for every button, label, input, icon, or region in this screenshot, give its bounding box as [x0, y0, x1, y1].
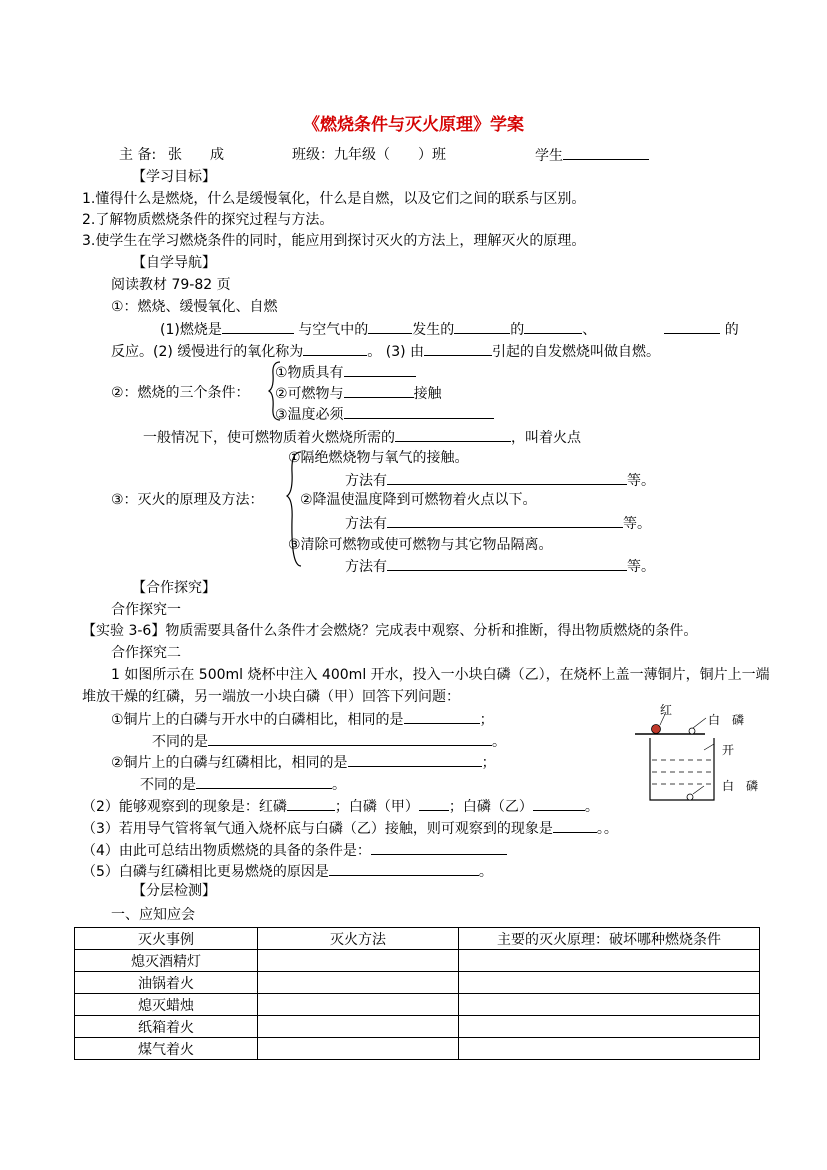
cond-3: ③温度必须 — [275, 404, 494, 425]
table-header: 灭火方法 — [258, 928, 459, 950]
cond-2: ②可燃物与 接触 — [275, 383, 442, 404]
blank[interactable] — [329, 861, 479, 876]
table-cell[interactable] — [459, 1016, 760, 1038]
blank[interactable] — [419, 796, 449, 811]
table-row: 熄灭蜡烛 — [75, 994, 760, 1016]
table-cell[interactable] — [258, 950, 459, 972]
q2-title: ②：燃烧的三个条件： — [111, 385, 250, 401]
q-b3: （3）若用导气管将氧气通入烧杯底与白磷（乙）接触，则可观察到的现象是 。。 — [82, 818, 618, 839]
q-b4: （4）由此可总结出物质燃烧的具备的条件是： — [82, 840, 507, 861]
table-cell[interactable] — [459, 950, 760, 972]
blank[interactable] — [208, 731, 492, 746]
red-phosphorus — [652, 725, 661, 734]
q1-line2: 反应。(2) 缓慢进行的氧化称为 。 (3) 由 引起的自发燃烧叫做自燃。 — [111, 341, 660, 362]
q-a4: 不同的是 。 — [140, 774, 346, 795]
author-label: 主 备: — [119, 147, 157, 163]
method-1-line: 方法有 等。 — [345, 470, 655, 491]
table-cell[interactable] — [258, 1038, 459, 1060]
fire-table — [74, 927, 760, 1060]
q-a3: ②铜片上的白磷与红磷相比，相同的是 ； — [111, 752, 496, 773]
table-cell[interactable] — [459, 972, 760, 994]
para-2: 堆放干燥的红磷，另一端放一小块白磷（甲）回答下列问题： — [82, 689, 460, 705]
goal-2: 2.了解物质燃烧条件的探究过程与方法。 — [82, 212, 334, 228]
fig-label-hot: 开 — [722, 743, 735, 757]
blank[interactable] — [533, 796, 585, 811]
goal-1: 1.懂得什么是燃烧，什么是缓慢氧化，什么是自燃，以及它们之间的联系与区别。 — [82, 191, 586, 207]
read-pages: 阅读教材 79-82 页 — [111, 277, 231, 293]
blank[interactable] — [371, 840, 507, 855]
section-test: 【分层检测】 — [132, 883, 216, 899]
blank[interactable] — [348, 752, 482, 767]
experiment: 【实验 3-6】物质需要具备什么条件才会燃烧？完成表中观察、分析和推断，得出物质燃烧的条件。 — [82, 623, 698, 639]
blank[interactable] — [196, 774, 332, 789]
blank[interactable] — [303, 341, 367, 356]
table-header-row — [75, 928, 760, 950]
blank[interactable] — [344, 404, 494, 419]
method-2-line: 方法有 等。 — [345, 513, 651, 534]
q1-title: ①：燃烧、缓慢氧化、自燃 — [111, 299, 278, 315]
para-1: 1 如图所示在 500ml 烧杯中注入 400ml 开水，投入一小块白磷（乙），在烧杯上盖一薄铜片，铜片上一端 — [111, 667, 770, 683]
table-row: 煤气着火 — [75, 1038, 760, 1060]
test-sub: 一、应知应会 — [111, 907, 195, 923]
fig-label-red: 红 — [660, 703, 673, 717]
fig-label-white2: 白 磷 — [722, 779, 759, 793]
coop-one: 合作探究一 — [111, 602, 181, 618]
table-cell[interactable] — [258, 1016, 459, 1038]
table-row: 油锅着火 — [75, 972, 760, 994]
section-coop: 【合作探究】 — [132, 580, 216, 596]
table-header: 灭火事例 — [75, 928, 258, 950]
blank[interactable] — [344, 383, 414, 398]
q-b2: （2）能够观察到的现象是：红磷 ；白磷（甲） ；白磷（乙） 。 — [82, 796, 599, 817]
section-guide: 【自学导航】 — [132, 255, 216, 271]
table-header: 主要的灭火原理：破坏哪种燃烧条件 — [459, 928, 760, 950]
q-a2: 不同的是 。 — [152, 731, 506, 752]
blank[interactable] — [553, 818, 597, 833]
cond-1: ①物质具有 — [275, 362, 416, 383]
blank[interactable] — [424, 341, 492, 356]
blank[interactable] — [368, 319, 412, 334]
table-row: 熄灭酒精灯 — [75, 950, 760, 972]
blank[interactable] — [387, 470, 627, 485]
q3-title: ③：灭火的原理及方法： — [111, 492, 264, 508]
beaker — [650, 738, 714, 800]
blank[interactable] — [404, 709, 480, 724]
student-label: 学生 — [535, 148, 563, 164]
blank[interactable] — [664, 319, 720, 334]
table-cell[interactable] — [258, 972, 459, 994]
table-cell[interactable] — [459, 1038, 760, 1060]
coop-two: 合作探究二 — [111, 645, 181, 661]
blank[interactable] — [344, 362, 416, 377]
table-cell[interactable] — [258, 994, 459, 1016]
blank[interactable] — [287, 796, 335, 811]
q1-line1: (1)燃烧是 与空气中的 发生的 的 、 的 — [160, 319, 739, 340]
ignition-line: 一般情况下，使可燃物质着火燃烧所需的 ，叫着火点 — [143, 427, 581, 448]
blank[interactable] — [395, 427, 511, 442]
blank[interactable] — [524, 319, 582, 334]
method-3-line: 方法有 等。 — [345, 556, 655, 577]
method-1: ①隔绝燃烧物与氧气的接触。 — [288, 450, 469, 466]
author-name: 张 成 — [168, 147, 224, 163]
blank[interactable] — [454, 319, 510, 334]
method-3: ③清除可燃物或使可燃物与其它物品隔离。 — [288, 537, 553, 553]
q-a1: ①铜片上的白磷与开水中的白磷相比，相同的是 ； — [111, 709, 494, 730]
blank[interactable] — [222, 319, 294, 334]
goal-3: 3.使学生在学习燃烧条件的同时，能应用到探讨灭火的方法上，理解灭火的原理。 — [82, 233, 586, 249]
student-field[interactable] — [535, 145, 649, 166]
section-goals: 【学习目标】 — [132, 169, 216, 185]
q-b5: （5）白磷与红磷相比更易燃烧的原因是 。 — [82, 861, 493, 882]
table-cell[interactable] — [459, 994, 760, 1016]
white-phosphorus-bottom — [687, 794, 693, 800]
white-phosphorus-top — [689, 728, 695, 734]
class-label: 班级：九年级（ ）班 — [292, 147, 446, 163]
blank[interactable] — [387, 556, 627, 571]
student-blank[interactable] — [563, 145, 649, 160]
table-row: 纸箱着火 — [75, 1016, 760, 1038]
fig-label-white: 白 磷 — [708, 713, 745, 727]
blank[interactable] — [387, 513, 623, 528]
method-2: ②降温使温度降到可燃物着火点以下。 — [300, 492, 537, 508]
page-title: 《燃烧条件与灭火原理》学案 — [303, 115, 524, 135]
